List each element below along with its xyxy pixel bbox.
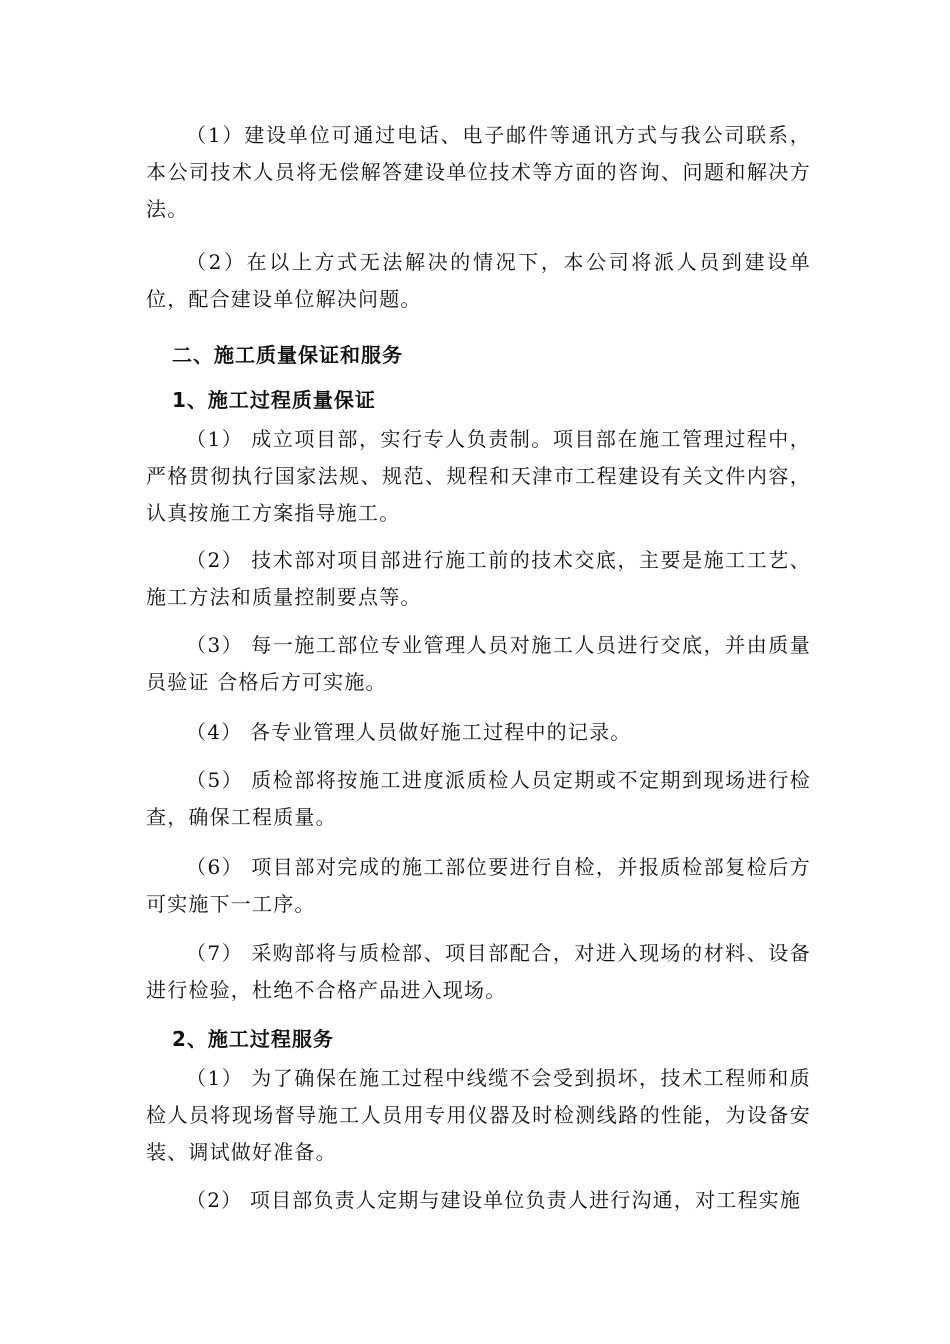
service-item-1: （1） 为了确保在施工过程中线缆不会受到损坏，技术工程师和质检人员将现场督导施工人员用专用仪器及时检测线路的性能，为设备安装、调试做好准备。	[146, 1066, 811, 1164]
quality-item-5: （5） 质检部将按施工进度派质检人员定期或不定期到现场进行检查，确保工程质量。	[146, 768, 811, 829]
subsection-heading-quality: 1、施工过程质量保证	[172, 388, 376, 412]
quality-item-7: （7） 采购部将与质检部、项目部配合，对进入现场的材料、设备进行检验，杜绝不合格产品进入现场。	[146, 941, 811, 1002]
paragraph-contact-methods: （1）建设单位可通过电话、电子邮件等通讯方式与我公司联系，本公司技术人员将无偿解答建设单位技术等方面的咨询、问题和解决方法。	[146, 123, 811, 221]
subsection-heading-service: 2、施工过程服务	[172, 1027, 334, 1051]
quality-item-2: （2） 技术部对项目部进行施工前的技术交底，主要是施工工艺、施工方法和质量控制要点等。	[146, 548, 811, 609]
quality-item-1: （1） 成立项目部，实行专人负责制。项目部在施工管理过程中，严格贯彻执行国家法规、规范、规程和天津市工程建设有关文件内容，认真按施工方案指导施工。	[146, 427, 811, 525]
quality-item-3: （3） 每一施工部位专业管理人员对施工人员进行交底，并由质量员验证 合格后方可实施。	[146, 633, 811, 694]
paragraph-onsite-support: （2）在以上方式无法解决的情况下，本公司将派人员到建设单位，配合建设单位解决问题。	[146, 250, 811, 311]
quality-item-6: （6） 项目部对完成的施工部位要进行自检，并报质检部复检后方可实施下一工序。	[146, 855, 811, 916]
quality-item-4: （4） 各专业管理人员做好施工过程中的记录。	[186, 720, 632, 744]
service-item-2: （2） 项目部负责人定期与建设单位负责人进行沟通，对工程实施	[186, 1188, 802, 1212]
section-heading: 二、施工质量保证和服务	[172, 343, 403, 367]
